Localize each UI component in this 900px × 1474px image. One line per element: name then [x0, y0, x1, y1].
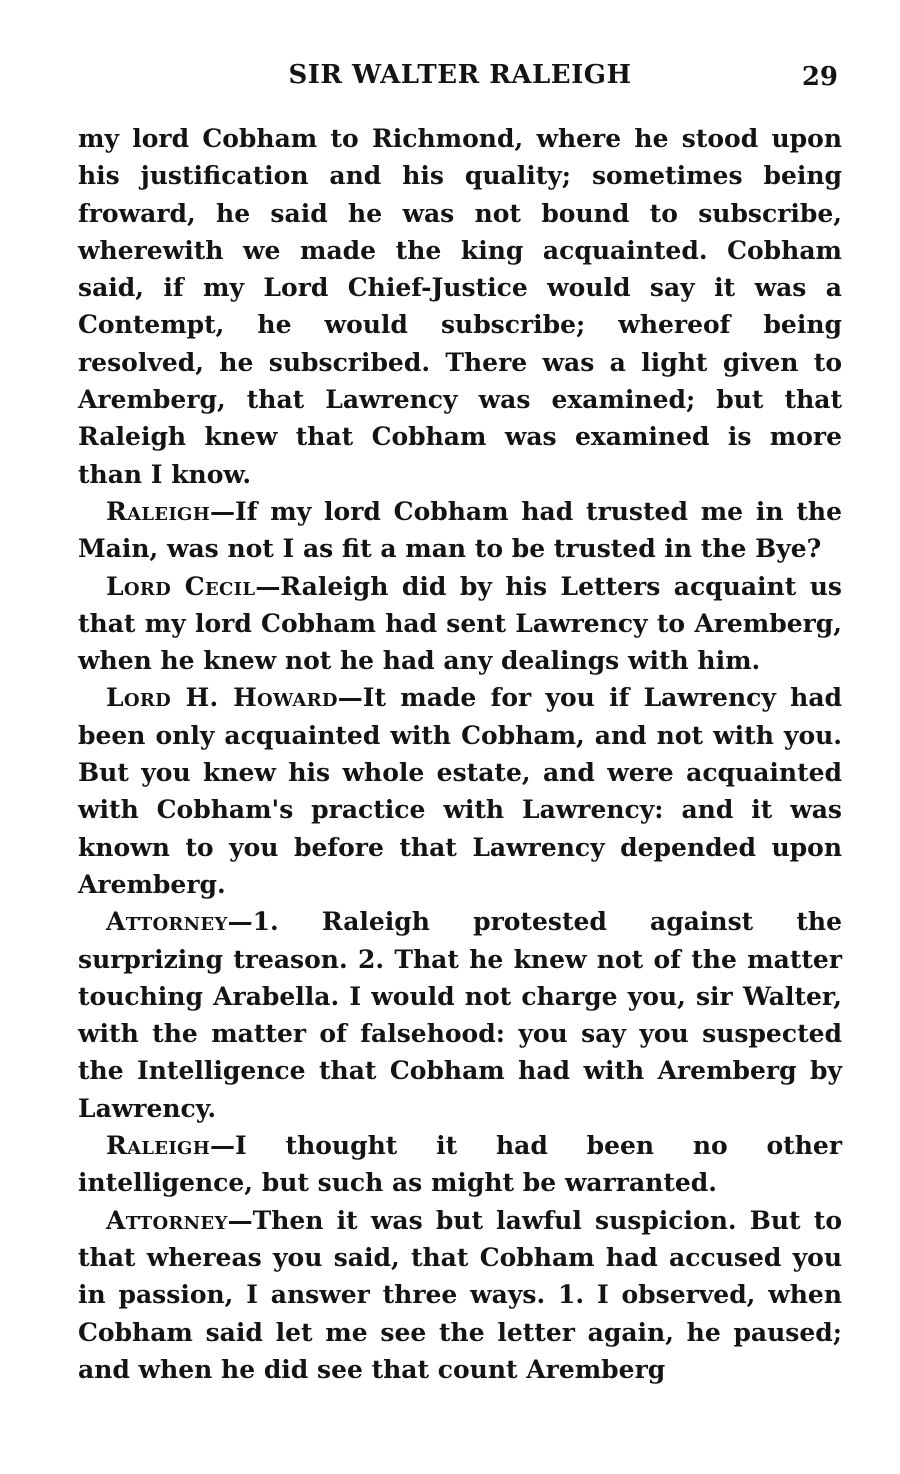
paragraph-text: —Then it was but lawful suspicion. But to that whereas you said, that Cobham had accused you in passion, I answer three ways. 1. I observed, when Cobham said let me see the letter again, he paused; and when he did see that count Aremberg	[78, 1205, 842, 1384]
paragraph-attorney	[78, 1202, 842, 1388]
paragraph-lord-cecil	[78, 568, 842, 680]
paragraph-text: —It made for you if Lawrency had been only acquainted with Cobham, and not with you. But you knew his whole estate, and were acquainted with Cobham's practice with Lawrency: and it was known to you before that Lawrency depended upon Aremberg.	[78, 683, 843, 899]
page-header	[78, 60, 842, 100]
paragraph-text: —If my lord Cobham had trusted me in the Main, was not I as fit a man to be trusted in the Bye?	[78, 496, 842, 564]
paragraph-attorney	[78, 903, 842, 1127]
speaker-name: Attorney	[106, 907, 228, 937]
paragraph-continuation	[78, 120, 842, 493]
speaker-name: Raleigh	[106, 496, 211, 526]
paragraph-raleigh	[78, 1127, 842, 1202]
page-number: 29	[801, 62, 838, 92]
paragraph-lord-howard	[78, 679, 842, 903]
paragraph-text: my lord Cobham to Richmond, where he stood upon his justification and his quality; sometimes being froward, he said he was not bound to subscribe, wherewith we made the king acquainted. Cobham said, if my Lord Chief-Justice would say it was a Contempt, he would subscribe; whereof being resolved, he subscribed. There was a light given to Aremberg, that Lawrency was examined; but that Raleigh knew that Cobham was examined is more than I know.	[78, 124, 842, 489]
running-title: SIR WALTER RALEIGH	[288, 60, 632, 90]
paragraph-text: —1. Raleigh protested against the surprizing treason. 2. That he knew not of the matter touching Arabella. I would not charge you, sir Walter, with the matter of falsehood: you say you suspected the Intelligence that Cobham had with Aremberg by Lawrency.	[78, 907, 842, 1123]
body-text	[78, 120, 842, 1388]
paragraph-raleigh	[78, 493, 842, 568]
book-page	[78, 60, 842, 1388]
speaker-name: Lord Cecil	[106, 571, 256, 601]
speaker-name: Raleigh	[106, 1131, 211, 1161]
speaker-name: Attorney	[106, 1205, 228, 1235]
paragraph-text: —I thought it had been no other intelligence, but such as might be warranted.	[78, 1131, 842, 1198]
speaker-name: Lord H. Howard	[106, 683, 338, 713]
paragraph-text: —Raleigh did by his Letters acquaint us that my lord Cobham had sent Lawrency to Aremberg, when he knew not he had any dealings with him.	[78, 571, 842, 676]
